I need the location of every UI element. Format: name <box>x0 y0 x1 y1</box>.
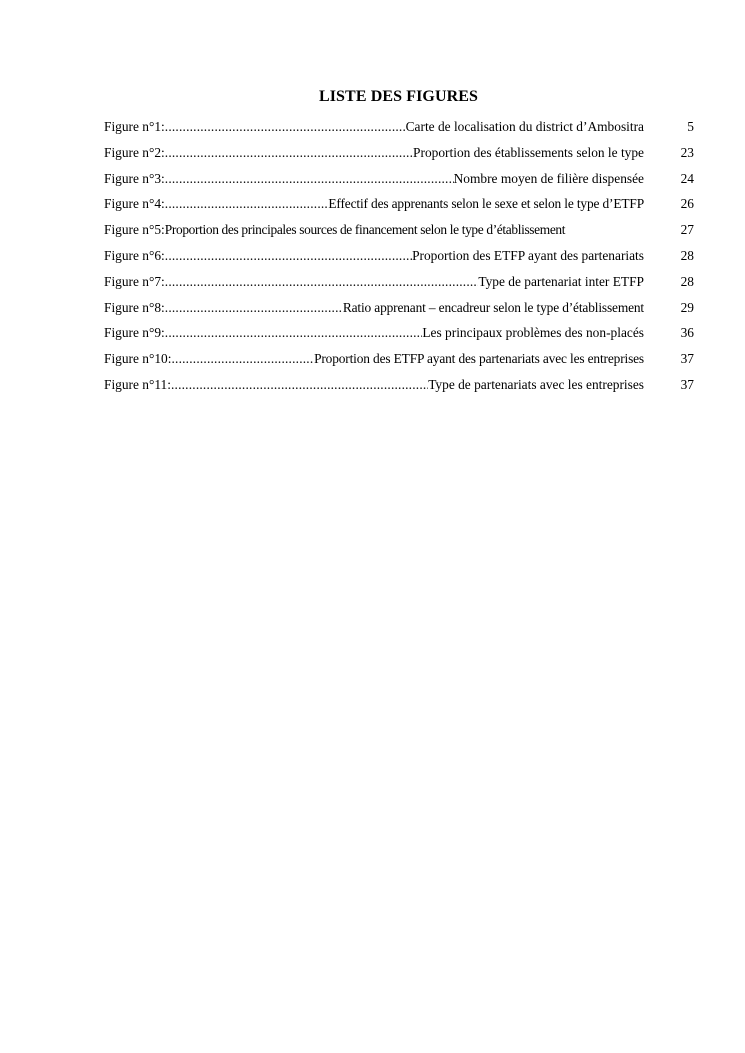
page-number: 5 <box>687 119 694 134</box>
figure-title: Ratio apprenant – encadreur selon le type d’établissement <box>342 299 644 315</box>
figure-title: Les principaux problèmes des non-placés <box>422 325 644 341</box>
figure-title: Type de partenariat inter ETFP <box>478 273 644 289</box>
figure-label: Figure n°1: <box>104 119 165 134</box>
figure-label: Figure n°5: <box>104 222 165 238</box>
dot-leader <box>171 351 314 367</box>
toc-entry[interactable] <box>104 171 694 197</box>
toc-entry[interactable] <box>104 145 694 171</box>
figure-label: Figure n°8: <box>104 299 165 315</box>
figure-label: Figure n°6: <box>104 247 165 263</box>
toc-entry[interactable] <box>104 222 694 248</box>
figure-label: Figure n°4: <box>104 196 165 212</box>
page-number: 37 <box>680 376 694 392</box>
page-title: LISTE DES FIGURES <box>318 88 479 105</box>
figure-title: Proportion des principales sources de financement selon le type d’établissement <box>164 222 566 238</box>
toc-entry[interactable] <box>104 300 694 326</box>
figure-title: Proportion des ETFP ayant des partenariats avec les entreprises <box>314 351 644 367</box>
figure-label: Figure n°9: <box>104 325 165 341</box>
dot-leader <box>165 119 406 135</box>
toc-entry[interactable] <box>104 325 694 351</box>
figure-title: Effectif des apprenants selon le sexe et selon le type d’ETFP <box>328 196 644 212</box>
page-number: 26 <box>680 196 694 212</box>
figure-label: Figure n°11: <box>104 376 171 392</box>
dot-leader <box>171 377 428 393</box>
page-number: 27 <box>680 222 694 238</box>
dot-leader <box>165 248 412 264</box>
toc-entry[interactable] <box>104 351 694 377</box>
page-number: 24 <box>680 170 694 186</box>
dot-leader <box>165 145 413 161</box>
figure-label: Figure n°10: <box>104 351 172 367</box>
toc-entry[interactable] <box>104 196 694 222</box>
toc-entry[interactable] <box>104 274 694 300</box>
dot-leader <box>165 300 343 316</box>
toc-entry[interactable] <box>104 119 694 145</box>
figure-title: Type de partenariats avec les entreprises <box>428 376 644 392</box>
figure-title: Carte de localisation du district d’Ambositra <box>405 119 644 134</box>
dot-leader <box>165 274 479 290</box>
figure-list <box>104 119 694 403</box>
dot-leader <box>165 171 454 187</box>
figure-title: Nombre moyen de filière dispensée <box>453 170 644 186</box>
page-number: 23 <box>680 144 694 160</box>
page-number: 28 <box>680 247 694 263</box>
figure-title: Proportion des ETFP ayant des partenariats <box>412 247 644 263</box>
page-number: 29 <box>680 299 694 315</box>
page-number: 28 <box>680 273 694 289</box>
figure-label: Figure n°7: <box>104 273 165 289</box>
figure-label: Figure n°2: <box>104 144 165 160</box>
page-number: 36 <box>680 325 694 341</box>
toc-entry[interactable] <box>104 377 694 403</box>
dot-leader <box>165 325 423 341</box>
figure-title: Proportion des établissements selon le type <box>413 144 644 160</box>
toc-entry[interactable] <box>104 248 694 274</box>
figure-label: Figure n°3: <box>104 170 165 186</box>
page-number: 37 <box>680 351 694 367</box>
dot-leader <box>165 196 329 212</box>
